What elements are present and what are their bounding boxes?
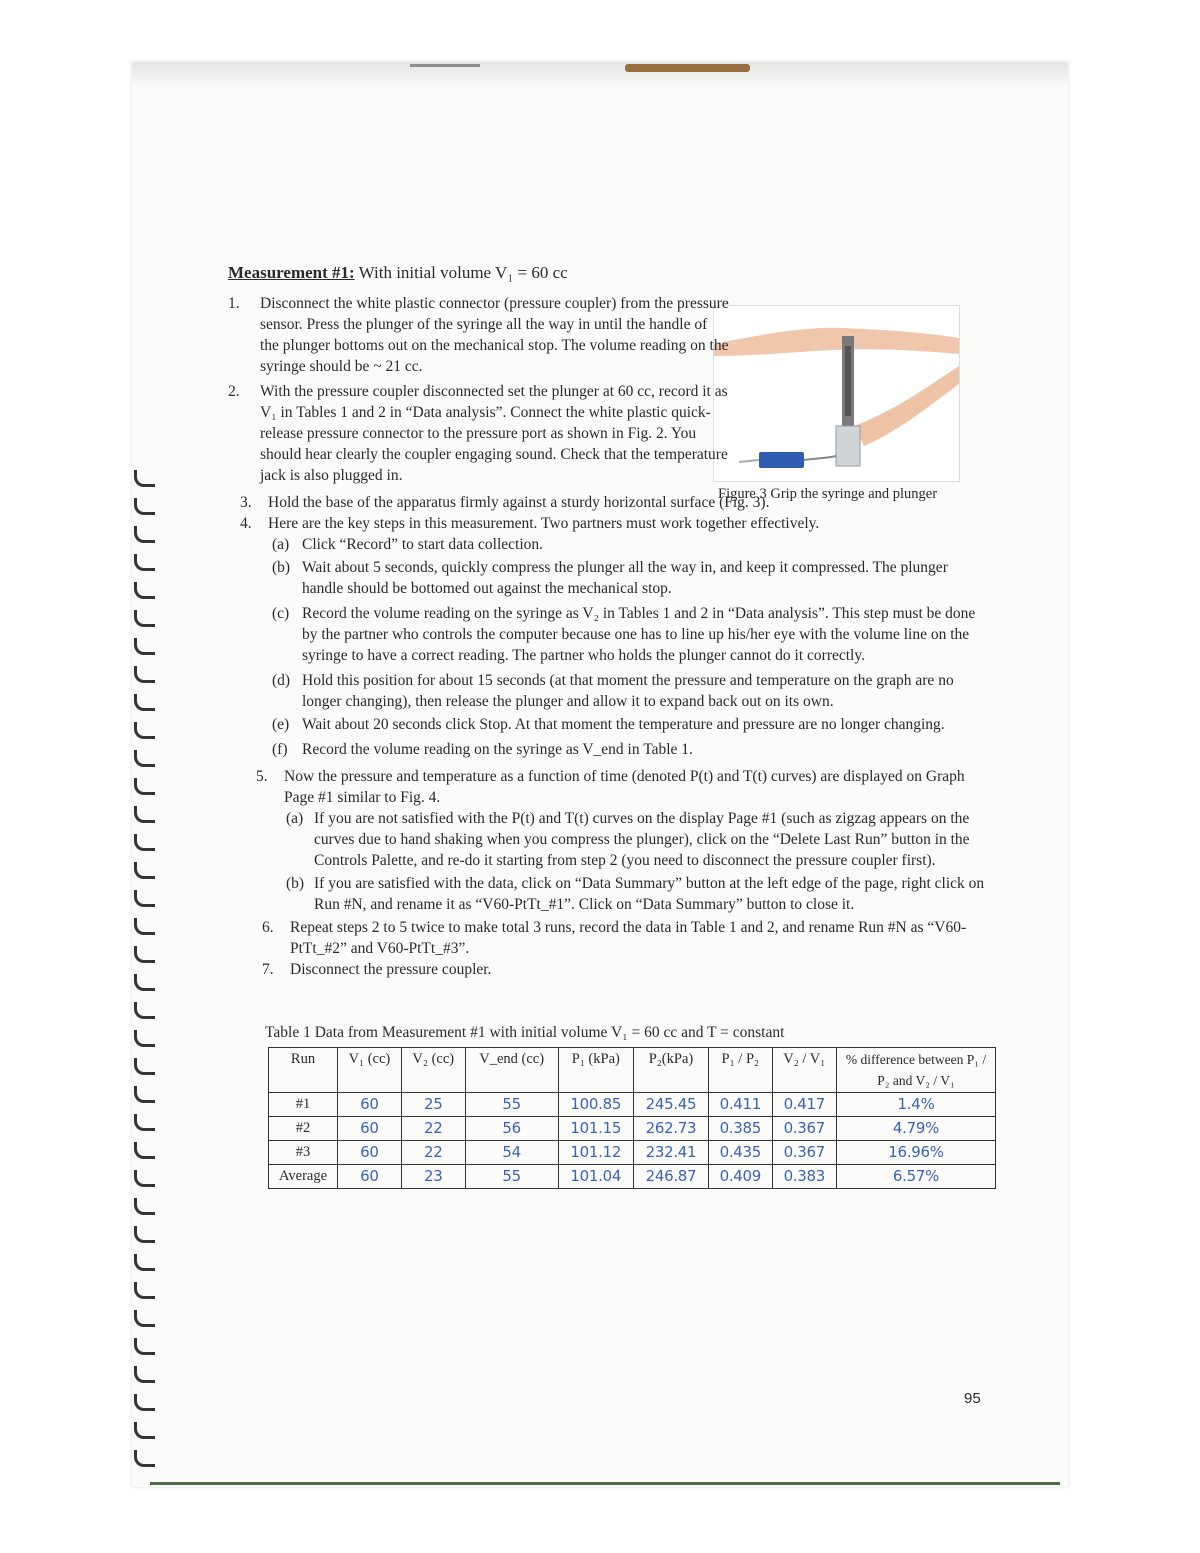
page-top-shadow <box>132 62 1068 88</box>
substep-4c: (c) Record the volume reading on the syringe as V₂ in Tables 1 and 2 in “Data analysis”. This step must be done by the partner who controls the computer because one has to line up his/her eye with the volume line on the syringe to have a correct reading. The partner who holds the plunger cannot do it correctly. <box>272 605 976 664</box>
tape-mark <box>410 64 480 67</box>
figure-caption: Figure 3 Grip the syringe and plunger <box>718 486 938 502</box>
step-5: 5. Now the pressure and temperature as a function of time (denoted P(t) and T(t) curves) are displayed on Graph Page #1 similar to Fig. 4. <box>256 768 965 806</box>
step-7: 7. Disconnect the pressure coupler. <box>262 961 492 978</box>
substep-4e: (e) Wait about 20 seconds click Stop. At that moment the temperature and pressure are no longer changing. <box>272 716 945 733</box>
table-header-row: Run V₁ (cc) V₂ (cc) V_end (cc) P₁ (kPa) P₂(kPa) P₁ / P₂ V₂ / V₁ % difference between P₁ / P₂ and V₂ / V₁ <box>269 1048 996 1093</box>
step-3: 3. Hold the base of the apparatus firmly against a sturdy horizontal surface (Fig. 3). <box>240 494 770 511</box>
data-table <box>268 1047 996 1189</box>
measurement-heading: Measurement #1: With initial volume V₁ = 60 cc <box>228 263 568 282</box>
step-6: 6. Repeat steps 2 to 5 twice to make total 3 runs, record the data in Table 1 and 2, and rename Run #N as “V60-PtTt_#2” and V60-PtTt_#3”. <box>262 919 967 957</box>
step-4: 4. Here are the key steps in this measurement. Two partners must work together effectively. <box>240 515 820 532</box>
substep-4d: (d) Hold this position for about 15 seconds (at that moment the pressure and temperature on the graph are no longer changing), then release the plunger and allow it to expand back out on its own. <box>272 672 954 710</box>
table-row: #2 60 22 56 101.15 262.73 0.385 0.367 4.79% <box>269 1117 996 1141</box>
table-row: #3 60 22 54 101.12 232.41 0.435 0.367 16.96% <box>269 1141 996 1165</box>
tape-strip <box>625 64 750 72</box>
table-row-average: Average 60 23 55 101.04 246.87 0.409 0.383 6.57% <box>269 1165 996 1189</box>
step-4-substeps <box>228 534 988 760</box>
step-2: 2. With the pressure coupler disconnected set the plunger at 60 cc, record it as V₁ in Tables 1 and 2 in “Data analysis”. Connect the white plastic quick-release pressure connector to the pressure port as shown in Fig. 2. You should hear clearly the coupler engaging sound. Check that the temperature jack is also plugged in. <box>228 383 728 484</box>
table-row: #1 60 25 55 100.85 245.45 0.411 0.417 1.4% <box>269 1093 996 1117</box>
page-number: 95 <box>964 1390 981 1407</box>
step-1: 1. Disconnect the white plastic connector (pressure coupler) from the pressure sensor. Press the plunger of the syringe all the way in until the handle of the plunger bottoms out on the mechanical stop. The volume reading on the syringe should be ~ 21 cc. <box>228 295 729 375</box>
instructions <box>228 262 988 1189</box>
step-5-substeps <box>228 808 988 915</box>
substep-4f: (f) Record the volume reading on the syringe as V_end in Table 1. <box>272 741 693 758</box>
spiral-binding <box>132 470 162 1480</box>
substep-4a: (a) Click “Record” to start data collection. <box>272 536 544 553</box>
page-bottom-edge <box>150 1482 1060 1485</box>
substep-5b: (b) If you are satisfied with the data, click on “Data Summary” button at the left edge of the page, right click on Run #N, and rename it as “V60-PtTt_#1”. Click on “Data Summary” button to close it. <box>286 875 985 913</box>
table-1-caption: Table 1 Data from Measurement #1 with initial volume V₁ = 60 cc and T = constant <box>265 1024 785 1041</box>
substep-5a: (a) If you are not satisfied with the P(t) and T(t) curves on the display Page #1 (such as zigzag appears on the curves due to hand shaking when you compress the plunger), click on the “Delete Last Run” button in the Controls Palette, and re-do it starting from step 2 (you need to disconnect the pressure coupler first). <box>286 810 970 869</box>
substep-4b: (b) Wait about 5 seconds, quickly compress the plunger all the way in, and keep it compressed. The plunger handle should be bottomed out against the mechanical stop. <box>272 559 948 597</box>
